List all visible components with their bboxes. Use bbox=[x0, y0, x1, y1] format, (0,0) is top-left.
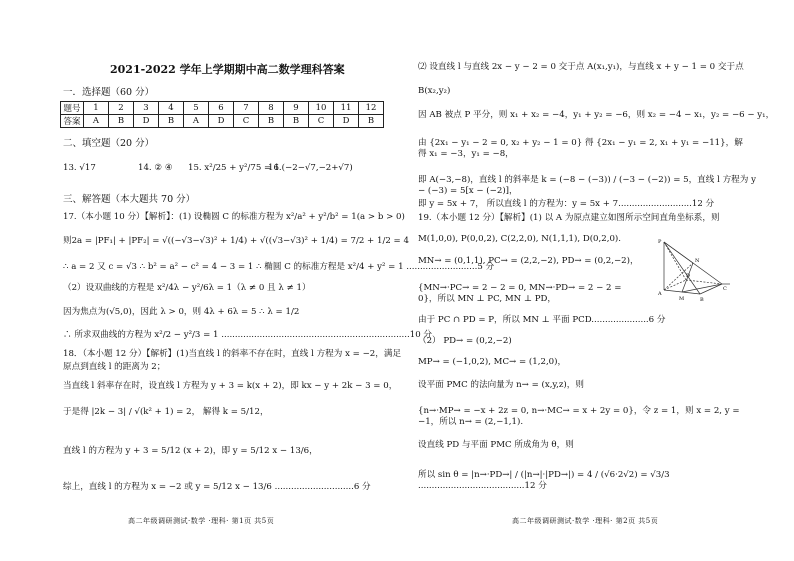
table-cell: 4 bbox=[159, 102, 184, 115]
table-cell: A bbox=[84, 115, 109, 128]
text-line: 即 A(−3,−8)，直线 l 的斜率是 k = (−8 − (−3)) / (−3 − (−2)) = 5，直线 l 方程为 y − (−3) = 5[x − (−2)]， bbox=[418, 175, 756, 196]
text-line: 17.（本小题 10 分）【解析】：(1) 设椭圆 C 的标准方程为 x²/a² + y²/b² = 1(a > b > 0) bbox=[63, 212, 405, 222]
text-line: 则2a = |PF₁| + |PF₂| = √((−√3−√3)² + 1/4) + √((√3−√3)² + 1/4) = 7/2 + 1/2 = 4 bbox=[63, 236, 409, 246]
table-row-numbers bbox=[61, 102, 384, 115]
text-line: （2）设双曲线的方程是 x²/4λ − y²/6λ = 1（λ ≠ 0 且 λ ≠ 1） bbox=[63, 283, 311, 293]
table-cell: B bbox=[159, 115, 184, 128]
section-solve-heading: 三、解答题（本大题共 70 分） bbox=[63, 194, 196, 205]
text-line: {n→·MP→ = −x + 2z = 0, n→·MC→ = x + 2y = 0}，令 z = 1，则 x = 2, y = −1，所以 n→ = (2,−1,1). bbox=[418, 406, 740, 427]
table-cell: 2 bbox=[109, 102, 134, 115]
text-line: 当直线 l 斜率存在时，设直线 l 方程为 y + 3 = k(x + 2)，即 kx − y + 2k − 3 = 0， bbox=[63, 381, 398, 391]
table-cell: 12 bbox=[359, 102, 384, 115]
table-cell: 6 bbox=[209, 102, 234, 115]
text-line: ∴ 所求双曲线的方程为 x²/2 − y²/3 = 1 .....................................................................10 分 bbox=[63, 330, 432, 340]
table-header-cell: 答案 bbox=[61, 115, 84, 128]
table-cell: B bbox=[259, 115, 284, 128]
table-cell: B bbox=[109, 115, 134, 128]
table-cell: 1 bbox=[84, 102, 109, 115]
table-cell: B bbox=[359, 115, 384, 128]
text-line: 19.（本小题 12 分）【解析】(1) 以 A 为原点建立如图所示空间直角坐标系，则 bbox=[418, 213, 720, 223]
table-cell: D bbox=[209, 115, 234, 128]
figure-label: C bbox=[723, 286, 727, 292]
table-cell: B bbox=[284, 115, 309, 128]
table-cell: D bbox=[134, 115, 159, 128]
table-cell: 8 bbox=[259, 102, 284, 115]
table-cell: C bbox=[309, 115, 334, 128]
figure-label: N bbox=[695, 258, 700, 264]
text-line: 设直线 PD 与平面 PMC 所成角为 θ，则 bbox=[418, 440, 574, 450]
text-line: （2） PD→ = (0,2,−2) bbox=[418, 336, 512, 346]
text-line: 设平面 PMC 的法向量为 n→ = (x,y,z)，则 bbox=[418, 380, 584, 390]
figure-label: M bbox=[679, 296, 685, 302]
table-cell: D bbox=[334, 115, 359, 128]
text-line: B(x₂,y₂) bbox=[418, 86, 451, 96]
fill-answer-14: 14. ② ④ bbox=[138, 163, 173, 173]
section-fill-heading: 二、填空题（20 分） bbox=[63, 138, 155, 149]
page-title: 2021-2022 学年上学期期中高二数学理科答案 bbox=[110, 63, 345, 76]
text-line: ∴ a = 2 又 c = √3 ∴ b² = a² − c² = 4 − 3 = 1 ∴ 椭圆 C 的标准方程是 x²/4 + y² = 1 ..........................5 分 bbox=[63, 262, 495, 272]
section-choice-heading: 一．选择题（60 分） bbox=[63, 87, 155, 98]
pyramid-figure bbox=[652, 232, 732, 304]
table-row-answers bbox=[61, 115, 384, 128]
fill-answer-16: 16.(−2−√7,−2+√7) bbox=[268, 163, 353, 173]
table-cell: C bbox=[234, 115, 259, 128]
figure-label: A bbox=[658, 291, 662, 297]
fill-answer-15: 15. x²/25 + y²/75 = 1 bbox=[188, 163, 280, 173]
text-line: 所以 sin θ = |n→·PD→| / (|n→|·|PD→|) = 4 / (√6·2√2) = √3/3 .......................................12 分 bbox=[418, 470, 670, 491]
text-line: 直线 l 的方程为 y + 3 = 5/12 (x + 2)，即 y = 5/12 x − 13/6， bbox=[63, 446, 318, 456]
answer-table bbox=[60, 101, 384, 128]
text-line: 18．（本小题 12 分）【解析】(1)当直线 l 的斜率不存在时，直线 l 方程为 x = −2，满足 bbox=[63, 349, 402, 359]
table-header-cell: 题号 bbox=[61, 102, 84, 115]
text-line: MN→ = (0,1,1), PC→ = (2,2,−2), PD→ = (0,2,−2)， bbox=[418, 256, 639, 266]
fill-answer-13: 13. √17 bbox=[63, 163, 96, 173]
table-cell: 7 bbox=[234, 102, 259, 115]
text-line: ⑵ 设直线 l 与直线 2x − y − 2 = 0 交于点 A(x₁,y₁)，与直线 x + y − 1 = 0 交于点 bbox=[418, 62, 744, 72]
text-line: 原点到直线 l 的距离为 2； bbox=[63, 362, 166, 372]
text-line: 由于 PC ∩ PD = P，所以 MN ⊥ 平面 PCD.....................6 分 bbox=[418, 315, 666, 325]
text-line: {MN→·PC→ = 2 − 2 = 0, MN→·PD→ = 2 − 2 = 0}，所以 MN ⊥ PC, MN ⊥ PD， bbox=[418, 283, 622, 304]
table-cell: 11 bbox=[334, 102, 359, 115]
table-cell: 5 bbox=[184, 102, 209, 115]
table-cell: 10 bbox=[309, 102, 334, 115]
text-line: 因 AB 被点 P 平分，则 x₁ + x₂ = −4，y₁ + y₂ = −6，则 x₂ = −4 − x₁，y₂ = −6 − y₁， bbox=[418, 110, 775, 120]
text-line: 综上，直线 l 的方程为 x = −2 或 y = 5/12 x − 13/6 .............................6 分 bbox=[63, 482, 371, 492]
text-line: M(1,0,0), P(0,0,2), C(2,2,0), N(1,1,1), D(0,2,0). bbox=[418, 234, 622, 244]
page-footer: 高二年级调研测试·数学 ·理科· 第2页 共5页 bbox=[512, 517, 659, 525]
figure-label: B bbox=[700, 297, 704, 303]
figure-label: D bbox=[686, 273, 691, 279]
page-footer: 高二年级调研测试·数学 ·理科· 第1页 共5页 bbox=[128, 517, 275, 525]
text-line: MP→ = (−1,0,2), MC→ = (1,2,0)， bbox=[418, 357, 567, 367]
text-line: 即 y = 5x + 7， 所以直线 l 的方程为：y = 5x + 7...........................12 分 bbox=[418, 199, 715, 209]
table-cell: 3 bbox=[134, 102, 159, 115]
figure-label: P bbox=[658, 239, 662, 245]
table-cell: 9 bbox=[284, 102, 309, 115]
table-cell: A bbox=[184, 115, 209, 128]
text-line: 由 {2x₁ − y₁ − 2 = 0, x₂ + y₂ − 1 = 0} 得 {2x₁ − y₁ = 2, x₁ + y₁ = −11}，解得 x₁ = −3，y₁ = −8， bbox=[418, 138, 743, 159]
text-line: 因为焦点为(√5,0)，因此 λ > 0，则 4λ + 6λ = 5 ∴ λ = 1/2 bbox=[63, 307, 300, 317]
text-line: 于是得 |2k − 3| / √(k² + 1) = 2， 解得 k = 5/12， bbox=[63, 407, 269, 417]
